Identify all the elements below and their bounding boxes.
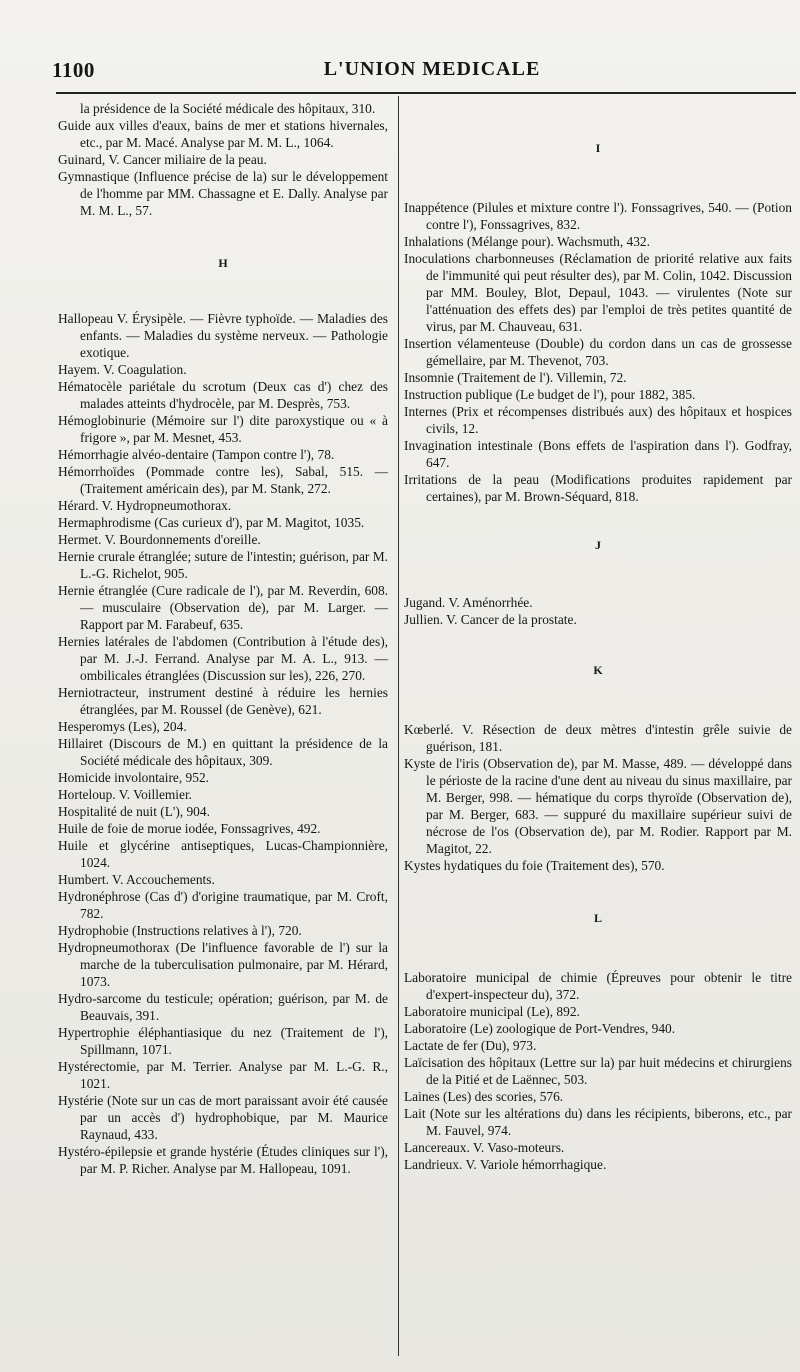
index-entry: Horteloup. V. Voillemier. <box>58 787 193 802</box>
section-letter-h: H <box>218 256 228 270</box>
left-column <box>58 100 388 1177</box>
index-entry: Hématocèle pariétale du scrotum (Deux cas d') chez des malades atteints d'hydrocèle, par M. Desprès, 753. <box>58 379 388 411</box>
index-entry: Hillairet (Discours de M.) en quittant la présidence de la Société médicale des hôpitaux, 309. <box>58 736 388 768</box>
index-entry: Hémoglobinurie (Mémoire sur l') dite paroxystique ou « à frigore », par M. Mesnet, 453. <box>58 413 388 445</box>
index-entry: Laboratoire (Le) zoologique de Port-Vendres, 940. <box>404 1021 676 1036</box>
index-entry: Inoculations charbonneuses (Réclamation de priorité relative aux faits de l'immunité qui peut résulter des), par M. Colin, 1042. Discussion par MM. Bouley, Blot, Depaul, 1043. — virulentes (Note sur l'atténuation des effets des) par l'emploi de très petites quantité de virus, par M. Chauveau, 631. <box>404 251 792 334</box>
index-entry: Hallopeau V. Érysipèle. — Fièvre typhoïde. — Maladies des enfants. — Maladies du système nerveux. — Pathologie exotique. <box>58 311 388 360</box>
index-entry: la présidence de la Société médicale des hôpitaux, 310. <box>80 101 376 116</box>
index-entry: Insertion vélamenteuse (Double) du cordon dans un cas de grossesse gémellaire, par M. Thevenot, 703. <box>404 336 792 368</box>
index-entry: Hydro-sarcome du testicule; opération; guérison, par M. de Beauvais, 391. <box>58 991 388 1023</box>
section-letter-l: L <box>593 911 602 925</box>
index-entry: Homicide involontaire, 952. <box>58 770 209 785</box>
index-entry: Hernie crurale étranglée; suture de l'intestin; guérison, par M. L.-G. Richelot, 905. <box>58 549 388 581</box>
index-entry: Hernies latérales de l'abdomen (Contribution à l'étude des), par M. J.-J. Ferrand. Analyse par M. A. L., 913. — ombilicales étranglées (Discussion sur les), 226, 270. <box>58 634 388 683</box>
index-entry: Huile de foie de morue iodée, Fonssagrives, 492. <box>58 821 321 836</box>
index-entry: Laboratoire municipal de chimie (Épreuves pour obtenir le titre d'expert-inspecteur du), 372. <box>404 970 792 1002</box>
index-entry: Hydronéphrose (Cas d') d'origine traumatique, par M. Croft, 782. <box>58 889 388 921</box>
index-entry: Lactate de fer (Du), 973. <box>404 1038 537 1053</box>
index-entry: Hystérectomie, par M. Terrier. Analyse par M. L.-G. R., 1021. <box>58 1059 388 1091</box>
index-entry: Hypertrophie éléphantiasique du nez (Traitement de l'), Spillmann, 1071. <box>58 1025 388 1057</box>
index-entry: Irritations de la peau (Modifications produites rapidement par certaines), par M. Brown-Séquard, 818. <box>404 472 792 504</box>
header-rule <box>56 92 796 94</box>
index-entry: Hystéro-épilepsie et grande hystérie (Études cliniques sur l'), par M. P. Richer. Analyse par M. Hallopeau, 1091. <box>58 1144 388 1176</box>
index-entry: Inappétence (Pilules et mixture contre l'). Fonssagrives, 540. — (Potion contre l'), Fonssagrives, 832. <box>404 200 792 232</box>
section-letter-j: J <box>595 538 601 552</box>
index-entry: Inhalations (Mélange pour). Wachsmuth, 432. <box>404 234 650 249</box>
index-entry: Herniotracteur, instrument destiné à réduire les hernies étranglées, par M. Roussel (de Genève), 621. <box>58 685 388 717</box>
index-entry: Humbert. V. Accouchements. <box>58 872 215 887</box>
page-header <box>52 58 772 86</box>
index-entry: Jugand. V. Aménorrhée. <box>404 595 533 610</box>
index-entry: Hayem. V. Coagulation. <box>58 362 187 377</box>
index-entry: Laïcisation des hôpitaux (Lettre sur la) par huit médecins et chirurgiens de la Pitié et de Laënnec, 503. <box>404 1055 792 1087</box>
index-entry: Hermaphrodisme (Cas curieux d'), par M. Magitot, 1035. <box>58 515 365 530</box>
index-entry: Laines (Les) des scories, 576. <box>404 1089 564 1104</box>
journal-title: L'UNION MEDICALE <box>323 58 541 80</box>
index-entry: Hystérie (Note sur un cas de mort paraissant avoir été causée par un accès d') hydrophobique, par M. Maurice Raynaud, 433. <box>58 1093 388 1142</box>
index-entry: Hémorrhoïdes (Pommade contre les), Sabal, 515. — (Traitement américain des), par M. Stank, 272. <box>58 464 388 496</box>
index-entry: Hernie étranglée (Cure radicale de l'), par M. Reverdin, 608. — musculaire (Observation de), par M. Larger. — Rapport par M. Farabeuf, 635. <box>58 583 388 632</box>
column-divider <box>398 96 399 1356</box>
index-entry: Hémorrhagie alvéo-dentaire (Tampon contre l'), 78. <box>58 447 335 462</box>
index-entry: Landrieux. V. Variole hémorrhagique. <box>404 1157 607 1172</box>
index-entry: Guinard, V. Cancer miliaire de la peau. <box>58 152 267 167</box>
index-entry: Lancereaux. V. Vaso-moteurs. <box>404 1140 565 1155</box>
index-entry: Kystes hydatiques du foie (Traitement des), 570. <box>404 858 665 873</box>
section-letter-k: K <box>593 663 603 677</box>
index-entry: Instruction publique (Le budget de l'), pour 1882, 385. <box>404 387 696 402</box>
index-entry: Laboratoire municipal (Le), 892. <box>404 1004 580 1019</box>
index-entry: Internes (Prix et récompenses distribués aux) des hôpitaux et hospices civils, 12. <box>404 404 792 436</box>
index-entry: Hérard. V. Hydropneumothorax. <box>58 498 232 513</box>
page-number: 1100 <box>52 58 95 82</box>
index-entry: Insomnie (Traitement de l'). Villemin, 72. <box>404 370 627 385</box>
index-entry: Lait (Note sur les altérations du) dans les récipients, biberons, etc., par M. Fauvel, 974. <box>404 1106 792 1138</box>
section-letter-i: I <box>595 141 601 155</box>
index-entry: Invagination intestinale (Bons effets de l'aspiration dans l'). Godfray, 647. <box>404 438 792 470</box>
index-entry: Hermet. V. Bourdonnements d'oreille. <box>58 532 261 547</box>
index-entry: Hospitalité de nuit (L'), 904. <box>58 804 210 819</box>
index-entry: Hesperomys (Les), 204. <box>58 719 187 734</box>
right-column <box>404 100 792 1173</box>
index-entry: Gymnastique (Influence précise de la) sur le développement de l'homme par MM. Chassagne et E. Dally. Analyse par M. M. L., 57. <box>58 169 388 218</box>
index-entry: Kœberlé. V. Résection de deux mètres d'intestin grêle suivie de guérison, 181. <box>404 722 792 754</box>
index-entry: Guide aux villes d'eaux, bains de mer et stations hivernales, etc., par M. Macé. Analyse par M. M. L., 1064. <box>58 118 388 150</box>
index-entry: Jullien. V. Cancer de la prostate. <box>404 612 577 627</box>
index-entry: Huile et glycérine antiseptiques, Lucas-Championnière, 1024. <box>58 838 388 870</box>
index-entry: Kyste de l'iris (Observation de), par M. Masse, 489. — développé dans le périoste de la racine d'une dent au niveau du sinus maxillaire, par M. Berger, 998. — hématique du corps thyroïde (Observation de), par M. Berger, 683. — suppuré du maxillaire supérieur suivi de nécrose de l'os (Observation de), par M. Rodier. Rapport par M. Magitot, 22. <box>404 756 792 856</box>
index-entry: Hydropneumothorax (De l'influence favorable de l') sur la marche de la tuberculisation pulmonaire, par M. Hérard, 1073. <box>58 940 388 989</box>
index-entry: Hydrophobie (Instructions relatives à l'), 720. <box>58 923 302 938</box>
